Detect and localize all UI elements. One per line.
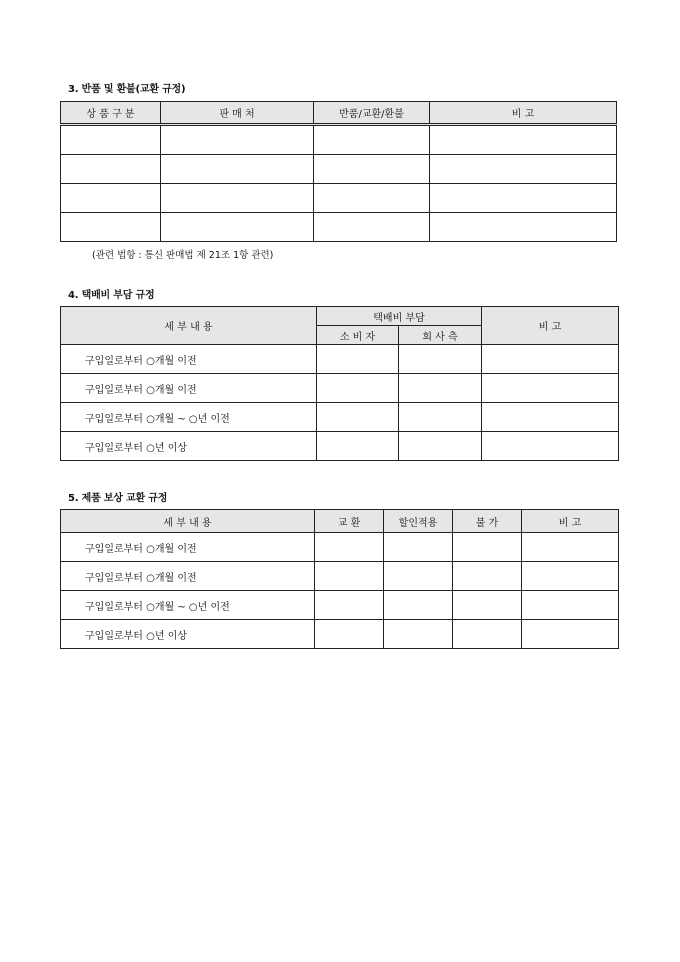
header-company: 회 사 측 bbox=[399, 326, 482, 345]
row-detail: 구입일로부터 ○개월 이전 bbox=[61, 345, 317, 374]
row-detail: 구입일로부터 ○년 이상 bbox=[61, 432, 317, 461]
table-row bbox=[61, 591, 619, 620]
product-compensation-table bbox=[60, 509, 619, 649]
return-refund-table bbox=[60, 101, 617, 242]
header-remark: 비 고 bbox=[522, 510, 619, 533]
header-delivery-fee-burden: 택배비 부담 bbox=[317, 307, 482, 326]
table-row bbox=[61, 374, 619, 403]
header-detail: 세 부 내 용 bbox=[61, 510, 315, 533]
header-discount: 할인적용 bbox=[384, 510, 453, 533]
table-row bbox=[61, 213, 617, 242]
section-3-title: 3. 반품 및 환불(교환 규정) bbox=[68, 84, 186, 95]
header-remark: 비 고 bbox=[482, 307, 619, 345]
header-return-exchange-refund: 반품/교환/환불 bbox=[314, 102, 430, 125]
table-row bbox=[61, 432, 619, 461]
header-consumer: 소 비 자 bbox=[317, 326, 399, 345]
header-remark: 비 고 bbox=[430, 102, 617, 125]
header-seller: 판 매 처 bbox=[161, 102, 314, 125]
table-row bbox=[61, 533, 619, 562]
header-product-category: 상 품 구 분 bbox=[61, 102, 161, 125]
row-detail: 구입일로부터 ○개월 이전 bbox=[61, 374, 317, 403]
table-row bbox=[61, 403, 619, 432]
header-detail: 세 부 내 용 bbox=[61, 307, 317, 345]
table-row bbox=[61, 184, 617, 213]
row-detail: 구입일로부터 ○개월 ~ ○년 이전 bbox=[61, 591, 315, 620]
table-row bbox=[61, 345, 619, 374]
row-detail: 구입일로부터 ○개월 이전 bbox=[61, 533, 315, 562]
section-4-title: 4. 택배비 부담 규정 bbox=[68, 290, 155, 301]
table-row bbox=[61, 620, 619, 649]
delivery-fee-table bbox=[60, 306, 619, 461]
row-detail: 구입일로부터 ○년 이상 bbox=[61, 620, 315, 649]
header-exchange: 교 환 bbox=[315, 510, 384, 533]
legal-reference-note: (관련 법항 : 통신 판매법 제 21조 1항 관련) bbox=[92, 250, 274, 261]
table-row bbox=[61, 155, 617, 184]
table-row bbox=[61, 562, 619, 591]
table-row bbox=[61, 125, 617, 155]
section-5-title: 5. 제품 보상 교환 규정 bbox=[68, 493, 168, 504]
header-not-allowed: 불 가 bbox=[453, 510, 522, 533]
row-detail: 구입일로부터 ○개월 이전 bbox=[61, 562, 315, 591]
row-detail: 구입일로부터 ○개월 ~ ○년 이전 bbox=[61, 403, 317, 432]
